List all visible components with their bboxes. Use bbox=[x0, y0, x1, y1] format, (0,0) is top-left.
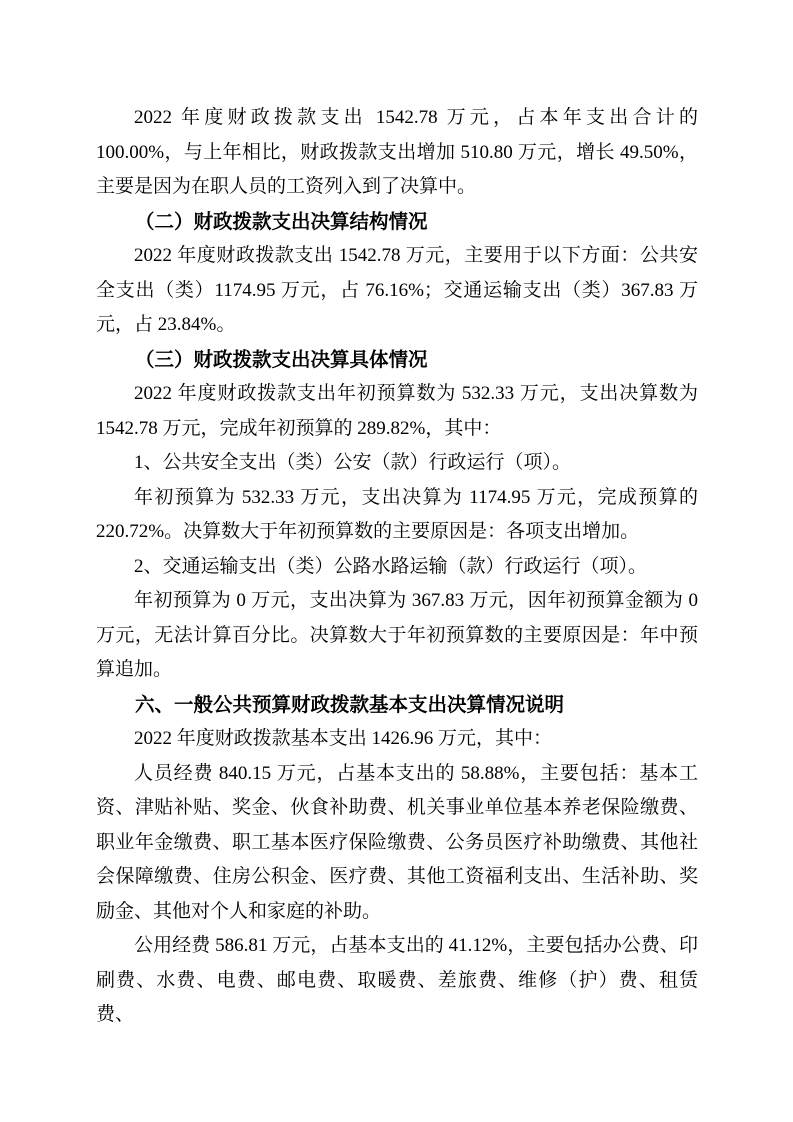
paragraph-budget-vs-final-accounts: 2022 年度财政拨款支出年初预算数为 532.33 万元，支出决算数为 1542.78 万元，完成年初预算的 289.82%，其中： bbox=[96, 383, 698, 439]
paragraph-expenditure-structure-detail: 2022 年度财政拨款支出 1542.78 万元，主要用于以下方面：公共安全支出（类）1174.95 万元，占 76.16%；交通运输支出（类）367.83 万元，占 23.84%。 bbox=[96, 245, 698, 335]
paragraph-public-operating-expense: 公用经费 586.81 万元，占基本支出的 41.12%，主要包括办公费、印刷费、水费、电费、邮电费、取暖费、差旅费、维修（护）费、租赁费、 bbox=[96, 935, 698, 1025]
paragraph-basic-expenditure-total: 2022 年度财政拨款基本支出 1426.96 万元，其中： bbox=[134, 728, 553, 749]
paragraph-personnel-expense: 人员经费 840.15 万元，占基本支出的 58.88%，主要包括：基本工资、津贴补贴、奖金、伙食补助费、机关事业单位基本养老保险缴费、职业年金缴费、职工基本医疗保险缴费、公务员医疗补助缴费、其他社会保障缴费、住房公积金、医疗费、其他工资福利支出、生活补助、奖励金、其他对个人和家庭的补助。 bbox=[96, 762, 698, 922]
heading-section-2-expenditure-structure: （二）财政拨款支出决算结构情况 bbox=[135, 210, 428, 233]
paragraph-item2-transport-title: 2、交通运输支出（类）公路水路运输（款）行政运行（项）。 bbox=[134, 555, 648, 577]
heading-section-3-expenditure-specifics: （三）财政拨款支出决算具体情况 bbox=[135, 348, 428, 371]
document-content bbox=[96, 101, 698, 1033]
paragraph-item1-public-security-title: 1、公共安全支出（类）公安（款）行政运行（项）。 bbox=[134, 452, 572, 473]
paragraph-fiscal-expenditure-total: 2022 年度财政拨款支出 1542.78 万元，占本年支出合计的 100.00%，与上年相比，财政拨款支出增加 510.80 万元，增长 49.50%，主要是因为在职人员的工资列入到了决算中。 bbox=[96, 107, 698, 197]
paragraph-item1-public-security-detail: 年初预算为 532.33 万元，支出决算为 1174.95 万元，完成预算的 220.72%。决算数大于年初预算数的主要原因是：各项支出增加。 bbox=[96, 486, 698, 542]
paragraph-item2-transport-detail: 年初预算为 0 万元，支出决算为 367.83 万元，因年初预算金额为 0 万元，无法计算百分比。决算数大于年初预算数的主要原因是：年中预算追加。 bbox=[96, 590, 698, 680]
heading-section-6-basic-expenditure: 六、一般公共预算财政拨款基本支出决算情况说明 bbox=[135, 693, 565, 716]
